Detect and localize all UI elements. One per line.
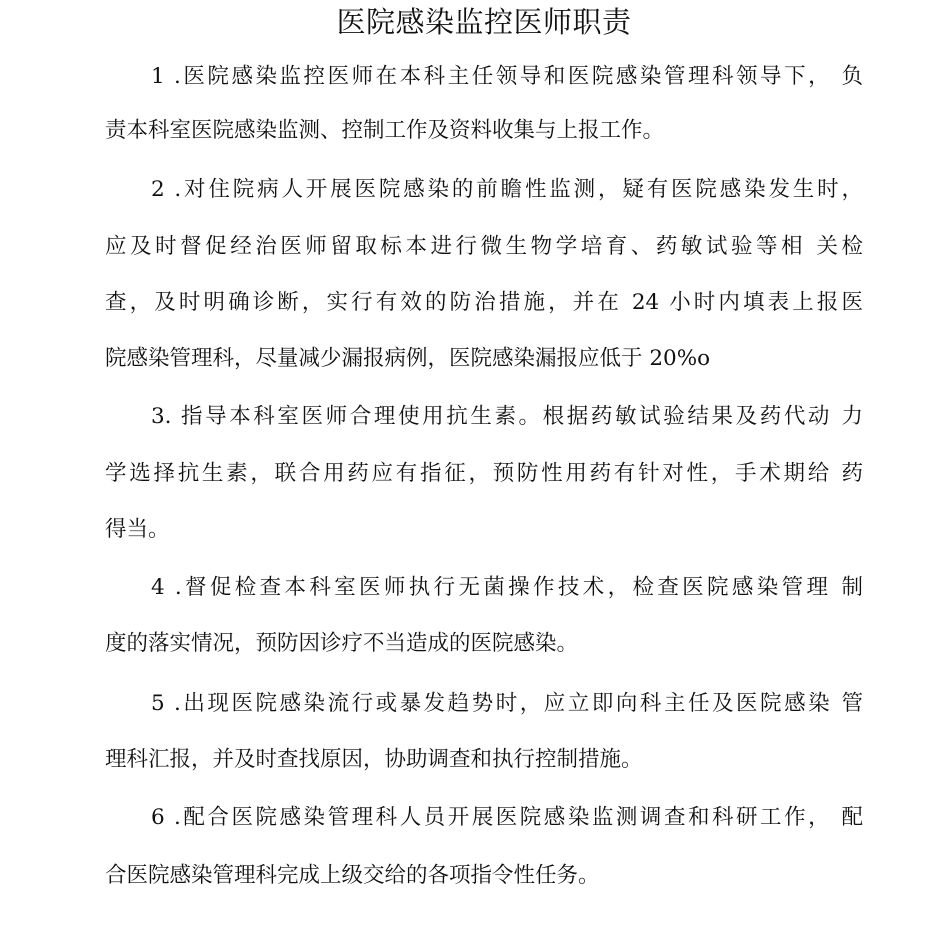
item-2-line-4: 院感染管理科，尽量减少漏报病例，医院感染漏报应低于 20%o xyxy=(105,346,711,371)
item-2-line-1: 2 .对住院病人开展医院感染的前瞻性监测，疑有医院感染发生时， xyxy=(151,177,863,202)
item-3-line-2: 学选择抗生素，联合用药应有指征，预防性用药有针对性，手术期给 药 xyxy=(105,461,863,486)
item-6-line-2: 合医院感染管理科完成上级交给的各项指令性任务。 xyxy=(105,863,600,888)
item-6-line-1: 6 .配合医院感染管理科人员开展医院感染监测调查和科研工作， 配 xyxy=(151,805,863,830)
item-2-line-3: 查，及时明确诊断，实行有效的防治措施，并在 24 小时内填表上报医 xyxy=(105,290,863,315)
item-1-line-1: 1 .医院感染监控医师在本科主任领导和医院感染管理科领导下， 负 xyxy=(151,64,863,89)
item-1-line-2: 责本科室医院感染监测、控制工作及资料收集与上报工作。 xyxy=(105,118,665,143)
item-5-line-2: 理科汇报，并及时查找原因，协助调查和执行控制措施。 xyxy=(105,747,643,772)
item-4-line-2: 度的落实情况，预防因诊疗不当造成的医院感染。 xyxy=(105,631,579,656)
document-page xyxy=(105,0,863,950)
item-3-line-1: 3. 指导本科室医师合理使用抗生素。根据药敏试验结果及药代动 力 xyxy=(151,404,863,429)
item-4-line-1: 4 .督促检查本科室医师执行无菌操作技术，检查医院感染管理 制 xyxy=(151,575,863,600)
item-2-line-2: 应及时督促经治医师留取标本进行微生物学培育、药敏试验等相 关检 xyxy=(105,234,863,259)
item-3-line-3: 得当。 xyxy=(105,517,170,542)
document-title: 医院感染监控医师职责 xyxy=(336,5,632,39)
item-5-line-1: 5 .出现医院感染流行或暴发趋势时，应立即向科主任及医院感染 管 xyxy=(151,691,863,716)
